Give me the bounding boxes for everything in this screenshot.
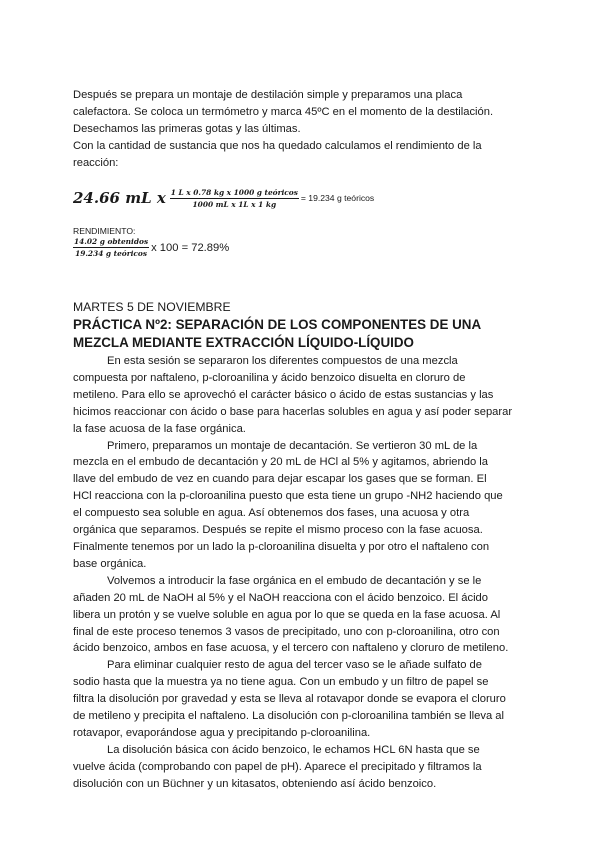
text-line: En esta sesión se separaron los diferentes compuestos de una mezcla (107, 355, 458, 367)
fraction-numerator: 14.02 g obtenidos (74, 237, 149, 246)
text-line: Volvemos a introducir la fase orgánica en el embudo de decantación y se le (107, 574, 482, 587)
text-line: Después se prepara un montaje de destilación simple y preparamos una placa (73, 89, 463, 101)
text-line: sodio hasta que la muestra ya no tiene agua. Con un embudo y un filtro de papel se (73, 676, 489, 689)
paragraph (73, 438, 533, 573)
title-line: PRÁCTICA Nº2: SEPARACIÓN DE LOS COMPONENTES DE UNA (73, 317, 482, 332)
paragraph (73, 657, 533, 742)
intro-paragraph (73, 87, 533, 172)
text-line: libera un protón y se vuelve soluble en agua por lo que se queda en la fase acuosa. Al (73, 608, 501, 621)
text-line: final de este proceso tenemos 3 vasos de precipitado, uno con p-cloroanilina, otro con (73, 625, 500, 638)
text-line: de metileno y precipita el naftaleno. La disolución con p-cloroanilina también se lleva al (73, 710, 504, 723)
paragraph (73, 742, 533, 793)
text-line: calefactora. Se coloca un termómetro y marca 45ºC en el momento de la destilación. (73, 105, 494, 118)
text-line: orgánica que separamos. Después se repite el mismo proceso con la fase acuosa. (73, 524, 483, 537)
text-line: Primero, preparamos un montaje de decantación. Se vertieron 30 mL de la (107, 439, 478, 452)
fraction-denominator: 19.234 g teóricos (75, 249, 148, 258)
text-line: metileno. Para ello se aprovechó el carácter básico o ácido de estas sustancias y las (73, 388, 494, 401)
text-line: Con la cantidad de sustancia que nos ha quedado calculamos el rendimiento de la (73, 139, 482, 152)
fraction-denominator: 1000 mL x 1L x 1 kg (192, 199, 277, 209)
yield-theoretical-formula (73, 181, 533, 215)
text-line: mezcla en el embudo de decantación y 20 mL de HCl al 5% y agitamos, abriendo la (73, 456, 489, 469)
formula-lhs: 24.66 mL x (73, 189, 166, 207)
text-line: HCl reacciona con la p-cloroanilina puesto que esta tiene un grupo -NH2 haciendo que (73, 490, 503, 503)
section-title (73, 316, 533, 351)
formula-result: = 19.234 g teóricos (300, 193, 375, 203)
text-line: hicimos reaccionar con ácido o base para hacerlas solubles en agua y así poder separar (73, 405, 513, 418)
text-line: reacción: (73, 156, 119, 169)
paragraph (73, 353, 533, 438)
title-line: MEZCLA MEDIANTE EXTRACCIÓN LÍQUIDO-LÍQUIDO (73, 334, 414, 350)
text-line: La disolución básica con ácido benzoico, le echamos HCL 6N hasta que se (107, 743, 480, 756)
text-line: ácido benzoico, ambos en fase acuosa, y el tercero con naftaleno y cloruro de metileno. (73, 642, 509, 655)
rendimiento-formula (73, 237, 533, 258)
section-date: MARTES 5 DE NOVIEMBRE (73, 300, 231, 314)
text-line: Para eliminar cualquier resto de agua del tercer vaso se le añade sulfato de (107, 659, 483, 672)
text-line: Desechamos las primeras gotas y las últimas. (73, 122, 301, 135)
formula-fraction (170, 188, 299, 209)
paragraph (73, 573, 533, 658)
text-line: Finalmente tenemos por un lado la p-cloroanilina disuelta y por otro el naftaleno con (73, 540, 490, 553)
text-line: llave del embudo de vez en cuando para dejar escapar los gases que se forman. El (73, 473, 487, 486)
fraction-numerator: 1 L x 0.78 kg x 1000 g teóricos (170, 187, 298, 197)
body-text (73, 353, 533, 793)
text-line: añaden 20 mL de NaOH al 5% y el NaOH reacciona con el ácido benzoico. El ácido (73, 591, 489, 604)
rendimiento-label: RENDIMIENTO: (73, 226, 136, 236)
text-line: la fase acuosa de la fase orgánica. (73, 422, 246, 435)
text-line: vuelve ácida (comprobando con papel de pH). Aparece el precipitado y filtramos la (73, 760, 482, 773)
text-line: disolución con un Büchner y un kitasatos, obteniendo así ácido benzoico. (73, 777, 437, 790)
text-line: rotavapor, evaporándose agua y precipitando p-cloroanilina. (73, 726, 371, 739)
text-line: compuesta por naftaleno, p-cloroanilina y ácido benzoico disuelta en cloruro de (73, 371, 466, 384)
text-line: base orgánica. (73, 557, 147, 570)
text-line: filtra la disolución por gravedad y esta se lleva al rotavapor donde se evapora el cloruro (73, 693, 506, 706)
text-line: el compuesto sea soluble en agua. Así obtenemos dos fases, una acuosa y otra (73, 507, 470, 520)
rendimiento-fraction (73, 237, 149, 258)
rendimiento-result: x 100 = 72.89% (151, 241, 230, 254)
